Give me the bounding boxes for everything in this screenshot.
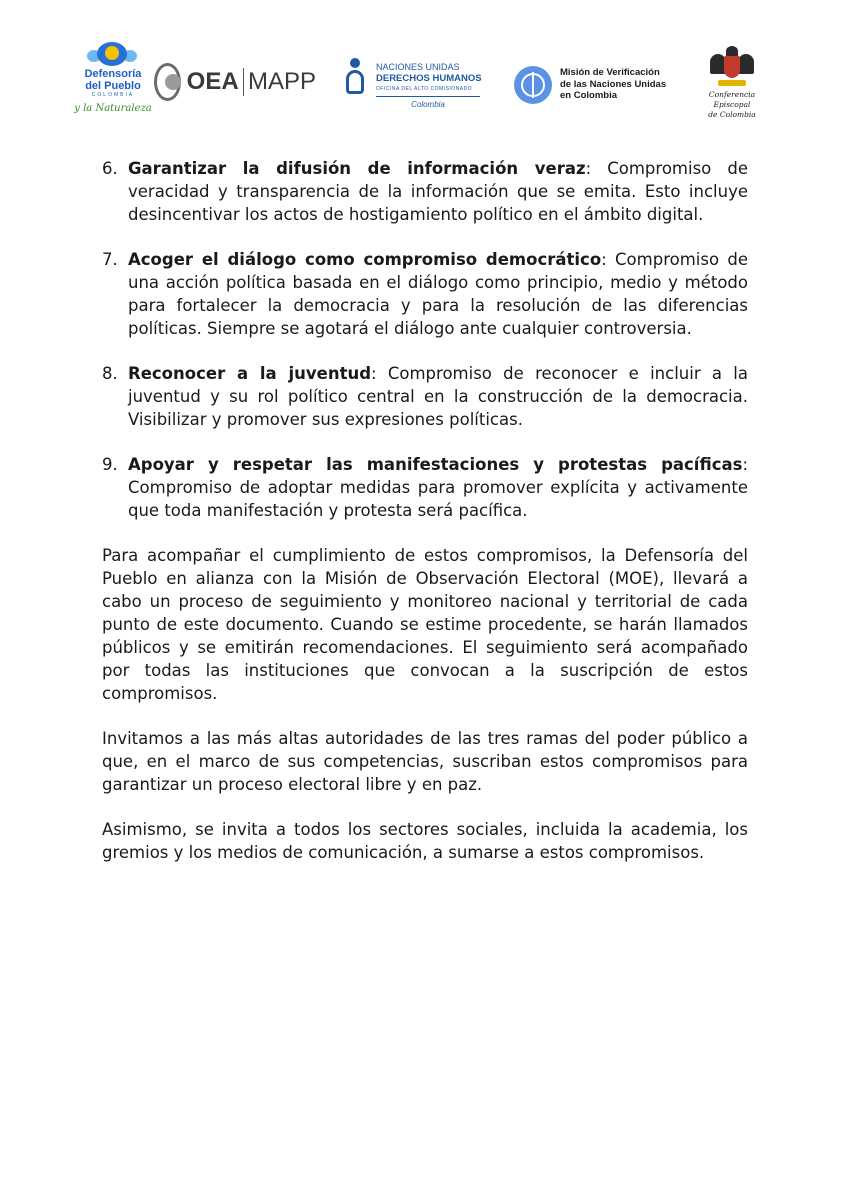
onu-dh-line2: DERECHOS HUMANOS [376, 73, 482, 84]
oea-text: OEA [186, 68, 239, 95]
mision-text [560, 67, 666, 102]
episcopal-crest-icon [710, 46, 754, 90]
commitment-item-9 [102, 453, 748, 522]
commitment-item-7 [102, 248, 748, 340]
item-number: 9. [102, 455, 118, 474]
oea-divider [243, 68, 244, 96]
paragraph-invitacion-sectores: Asimismo, se invita a todos los sectores sociales, incluida la academia, los gremios y los medios de comunicación, a sumarse a estos compromisos. [102, 820, 748, 862]
conferencia-episcopal-logo [692, 46, 772, 122]
cec-line2: de Colombia [708, 110, 756, 119]
defensoria-logo [68, 40, 158, 122]
un-emblem-icon [514, 66, 552, 104]
onu-dh-country: Colombia [411, 100, 445, 109]
mision-line1: Misión de Verificación [560, 67, 660, 78]
mision-line2: de las Naciones Unidas [560, 78, 667, 90]
item-text: : Compromiso de reconocer e incluir a la juventud y su rol político central en la construcción de la democracia. Visibilizar y promover sus expresiones políticas. [128, 364, 748, 429]
item-title: Garantizar la difusión de información veraz [128, 159, 586, 178]
item-text: : Compromiso de veracidad y transparencia de la información que se emita. Esto incluye desincentivar los actos de hostigamiento político en el ámbito digital. [128, 159, 748, 224]
mision-line3: en Colombia [560, 90, 618, 101]
item-number: 6. [102, 159, 118, 178]
defensoria-name-2: del Pueblo [85, 80, 141, 92]
defensoria-country: COLOMBIA [91, 92, 135, 98]
onu-dh-rule [376, 96, 480, 97]
item-number: 8. [102, 364, 118, 383]
item-text: : Compromiso de una acción política basada en el diálogo como principio, medio y método para fortalecer la democracia y para la resolución de las diferencias políticas. Siempre se agotará el diálogo ante cualquier controversia. [128, 250, 748, 338]
defensoria-tagline: y la Naturaleza [74, 103, 152, 114]
onu-derechos-humanos-logo [338, 56, 488, 118]
cec-line1: Conferencia Episcopal [708, 90, 756, 109]
defensoria-emblem-icon [83, 40, 143, 68]
paragraph-invitacion-autoridades: Invitamos a las más altas autoridades de las tres ramas del poder público a que, en el marco de sus competencias, suscriban estos compromisos para garantizar un proceso electoral libre y en paz. [102, 729, 748, 794]
oea-mapp-logo [154, 60, 316, 104]
human-rights-figure-icon [340, 58, 370, 96]
item-text: : Compromiso de adoptar medidas para promover explícita y activamente que toda manifestación y protesta será pacífica. [128, 455, 748, 520]
onu-dh-line3: OFICINA DEL ALTO COMISIONADO [376, 86, 473, 92]
commitment-item-8 [102, 362, 748, 431]
commitment-item-6 [102, 157, 748, 226]
onu-dh-line1: NACIONES UNIDAS [376, 62, 460, 72]
item-title: Reconocer a la juventud [128, 364, 372, 383]
item-title: Acoger el diálogo como compromiso democrático [128, 250, 602, 269]
document-body [102, 157, 748, 886]
oea-seal-icon [154, 63, 181, 101]
item-title: Apoyar y respetar las manifestaciones y protestas pacíficas [128, 455, 743, 474]
item-number: 7. [102, 250, 118, 269]
mision-verificacion-logo [514, 66, 684, 106]
mapp-text: MAPP [247, 68, 316, 95]
defensoria-name-1: Defensoría [84, 68, 142, 80]
paragraph-seguimiento: Para acompañar el cumplimiento de estos compromisos, la Defensoría del Pueblo en alianza con la Misión de Observación Electoral (MOE), llevará a cabo un proceso de seguimiento y monitoreo nacional y territorial de cada punto de este documento. Cuando se estime procedente, se harán llamados públicos y se emitirán recomendaciones. El seguimiento será acompañado por todas las instituciones que convocan a la suscripción de estos compromisos. [102, 546, 748, 703]
